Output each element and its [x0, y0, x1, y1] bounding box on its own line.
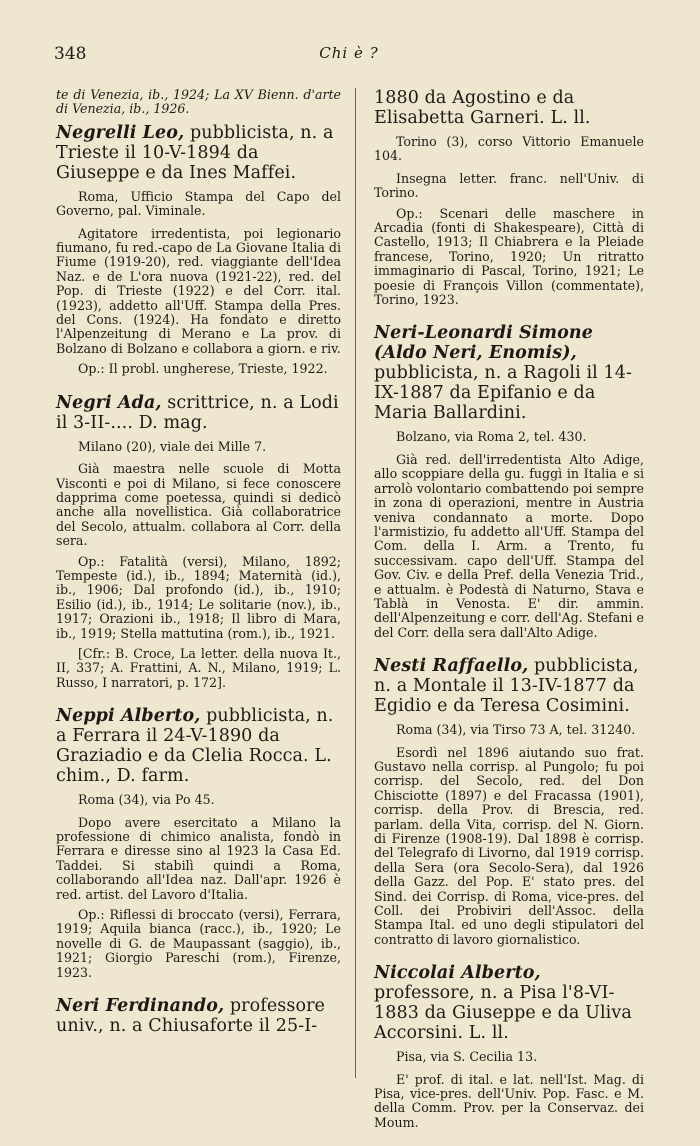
- page-number: 348: [54, 44, 87, 64]
- entry-heading: [56, 996, 341, 1036]
- entry-neppi-alberto: [56, 706, 341, 980]
- entry-negrelli-leo: [56, 123, 341, 377]
- entry-heading-text: pubblicista, n. a Ragoli il 14-IX-1887 da Epifanio e da Maria Ballardini.: [374, 363, 632, 424]
- entry-heading-text: professore, n. a Pisa l'8-VI-1883 da Giuseppe e da Uliva Accorsini. L. ll.: [374, 983, 632, 1044]
- entry-negri-ada: [56, 393, 341, 691]
- entry-works: Op.: Il probl. ungherese, Trieste, 1922.: [78, 361, 328, 377]
- entry-biography: Già maestra nelle scuole di Motta Visconti e poi di Milano, si fece conoscere dapprima come poetessa, quindi si dedicò anche alla novellistica. Già collaboratrice del Secolo, attualm. collabora al Corr. della sera.: [56, 461, 341, 549]
- column-divider: [355, 88, 356, 1078]
- entry-heading-text: pubblicista, n. a Trieste il 10-V-1894 da Giuseppe e da Ines Maffei.: [56, 122, 334, 183]
- entry-biography: Agitatore irredentista, poi legionario fiumano, fu red.-capo de La Giovane Italia di Fiume (1919-20), red. viaggiante dell'Idea Naz. e de L'ora nuova (1921-22), red. del Pop. di Trieste (1922) e del Corr. ital. (1923), addetto all'Uff. Stampa della Pres. del Cons. (1924). Ha fondato e diretto l'Alpenzeitung di Merano e La prov. di Bolzano di Bolzano e collabora a giorn. e riv.: [56, 225, 341, 356]
- right-column: [374, 88, 644, 1146]
- entry-heading-text: professore univ., n. a Chiusaforte il 25-I-: [56, 996, 326, 1037]
- entry-name: Negrelli Leo,: [56, 122, 185, 143]
- entry-heading: [56, 123, 341, 183]
- entry-heading-text: scrittrice, n. a Lodi il 3-II-.... D. mag.: [56, 392, 339, 433]
- entry-heading: [374, 963, 644, 1043]
- entry-works: Op.: Fatalità (versi), Milano, 1892; Tempeste (id.), ib., 1894; Maternità (id.), ib., 1906; Dal profondo (id.), ib., 1910; Esilio (id.), ib., 1914; Le solitarie (nov.), ib., 1917; Orazioni ib., 1918; Il libro di Mara, ib., 1919; Stella mattutina (rom.), ib., 1921.: [56, 553, 341, 641]
- entry-biography: Dopo avere esercitato a Milano la professione di chimico analista, fondò in Ferrara e diresse sino al 1923 la Casa Ed. Taddei. Si stabilì quindi a Roma, collaborando all'Idea naz. Dall'apr. 1926 è red. artist. del Lavoro d'Italia.: [56, 814, 341, 902]
- entry-address: Roma (34), via Tirso 73 A, tel. 31240.: [396, 722, 636, 738]
- entry-name: Negri Ada,: [56, 392, 162, 413]
- entry-heading-text: pubblicista, n. a Ferrara il 24-V-1890 da Graziadio e da Clelia Rocca. L. chim., D. farm.: [56, 706, 334, 787]
- entry-address: Bolzano, via Roma 2, tel. 430.: [396, 429, 587, 445]
- entry-biography: E' prof. di ital. e lat. nell'Ist. Mag. di Pisa, vice-pres. dell'Univ. Pop. Fasc. e M. della Comm. Prov. per la Conservaz. dei Moum.: [374, 1071, 644, 1130]
- entry-biography: Esordì nel 1896 aiutando suo frat. Gustavo nella corrisp. al Pungolo; fu poi corrisp. del Secolo, red. del Don Chisciotte (1897) e del Fracassa (1901), corrisp. della Prov. di Brescia, red. parlam. della Vita, corrisp. del N. Giorn. di Firenze (1908-19). Dal 1898 è corrisp. del Telegrafo di Livorno, dal 1919 corrisp. della Sera (ora Secolo-Sera), dal 1926 della Gazz. del Pop. E' stato pres. del Sind. dei Corrisp. di Roma, vice-pres. del Coll. dei Probiviri dell'Assoc. della Stampa Ital. ed uno degli stipulatori del contratto di lavoro giornalistico.: [374, 744, 644, 947]
- entry-heading: [374, 656, 644, 716]
- entry-biography: Insegna letter. franc. nell'Univ. di Torino.: [374, 170, 644, 201]
- entry-name: Neppi Alberto,: [56, 706, 201, 727]
- continuation-text: te di Venezia, ib., 1924; La XV Bienn. d'arte di Venezia, ib., 1926.: [56, 87, 341, 117]
- entry-address: Milano (20), viale dei Mille 7.: [78, 438, 267, 454]
- entry-address: Roma, Ufficio Stampa del Capo del Governo, pal. Viminale.: [56, 188, 341, 219]
- left-column: [56, 88, 341, 1052]
- entry-heading-text: pubblicista, n. a Montale il 13-IV-1877 da Egidio e da Teresa Cosimini.: [374, 656, 639, 717]
- entry-address: Torino (3), corso Vittorio Emanuele 104.: [374, 134, 644, 164]
- entry-works: Op.: Scenari delle maschere in Arcadia (fonti di Shakespeare), Città di Castello, 1913; Il Chiabrera e la Pleiade francese, Torino, 1920; Un ritratto immaginario di Pascal, Torino, 1921; Le poesie di François Villon (commentate), Torino, 1923.: [374, 205, 644, 308]
- entry-references: [Cfr.: B. Croce, La letter. della nuova It., II, 337; A. Frattini, A. N., Milano, 1919; L. Russo, I narratori, p. 172].: [56, 645, 341, 690]
- entry-address: Pisa, via S. Cecilia 13.: [396, 1049, 538, 1065]
- entry-name: Niccolai Alberto,: [374, 963, 541, 984]
- entry-address: Roma (34), via Po 45.: [78, 792, 215, 808]
- entry-heading: [56, 393, 341, 433]
- entry-heading: [374, 323, 644, 423]
- entry-heading-continued: 1880 da Agostino e da Elisabetta Garneri. L. ll.: [374, 88, 591, 128]
- entry-niccolai-alberto: [374, 963, 644, 1130]
- entry-name: Neri Ferdinando,: [56, 996, 225, 1017]
- entry-neri-ferdinando-continued: [374, 88, 644, 307]
- entry-neri-ferdinando: [56, 996, 341, 1036]
- entry-biography: Già red. dell'irredentista Alto Adige, allo scoppiare della gu. fuggì in Italia e si arrolò volontario combattendo poi sempre in zona di operazioni, mentre in Austria veniva condannato a morte. Dopo l'armistizio, fu addetto all'Uff. Stampa del Com. della I. Arm. a Trento, fu successivam. capo dell'Uff. Stampa del Gov. Civ. e della Pref. della Venezia Trid., e attualm. è Podestà di Naturno, Stava e Tablà in Venosta. E' dir. ammin. dell'Alpenzeitung e corr. dell'Ag. Stefani e del Corr. della sera dall'Alto Adige.: [374, 451, 644, 640]
- entry-nesti-raffaello: [374, 656, 644, 947]
- page-header: [54, 44, 644, 68]
- running-head: Chi è ?: [319, 44, 379, 62]
- entry-name: Neri-Leonardi Simone (Aldo Neri, Enomis),: [374, 323, 593, 364]
- entry-name: Nesti Raffaello,: [374, 656, 529, 677]
- entry-heading: [56, 706, 341, 786]
- entry-works: Op.: Riflessi di broccato (versi), Ferrara, 1919; Aquila bianca (racc.), ib., 1920; Le novelle di G. de Maupassant (saggio), ib., 1921; Giorgio Pareschi (rom.), Firenze, 1923.: [56, 907, 341, 980]
- entry-neri-leonardi-simone: [374, 323, 644, 640]
